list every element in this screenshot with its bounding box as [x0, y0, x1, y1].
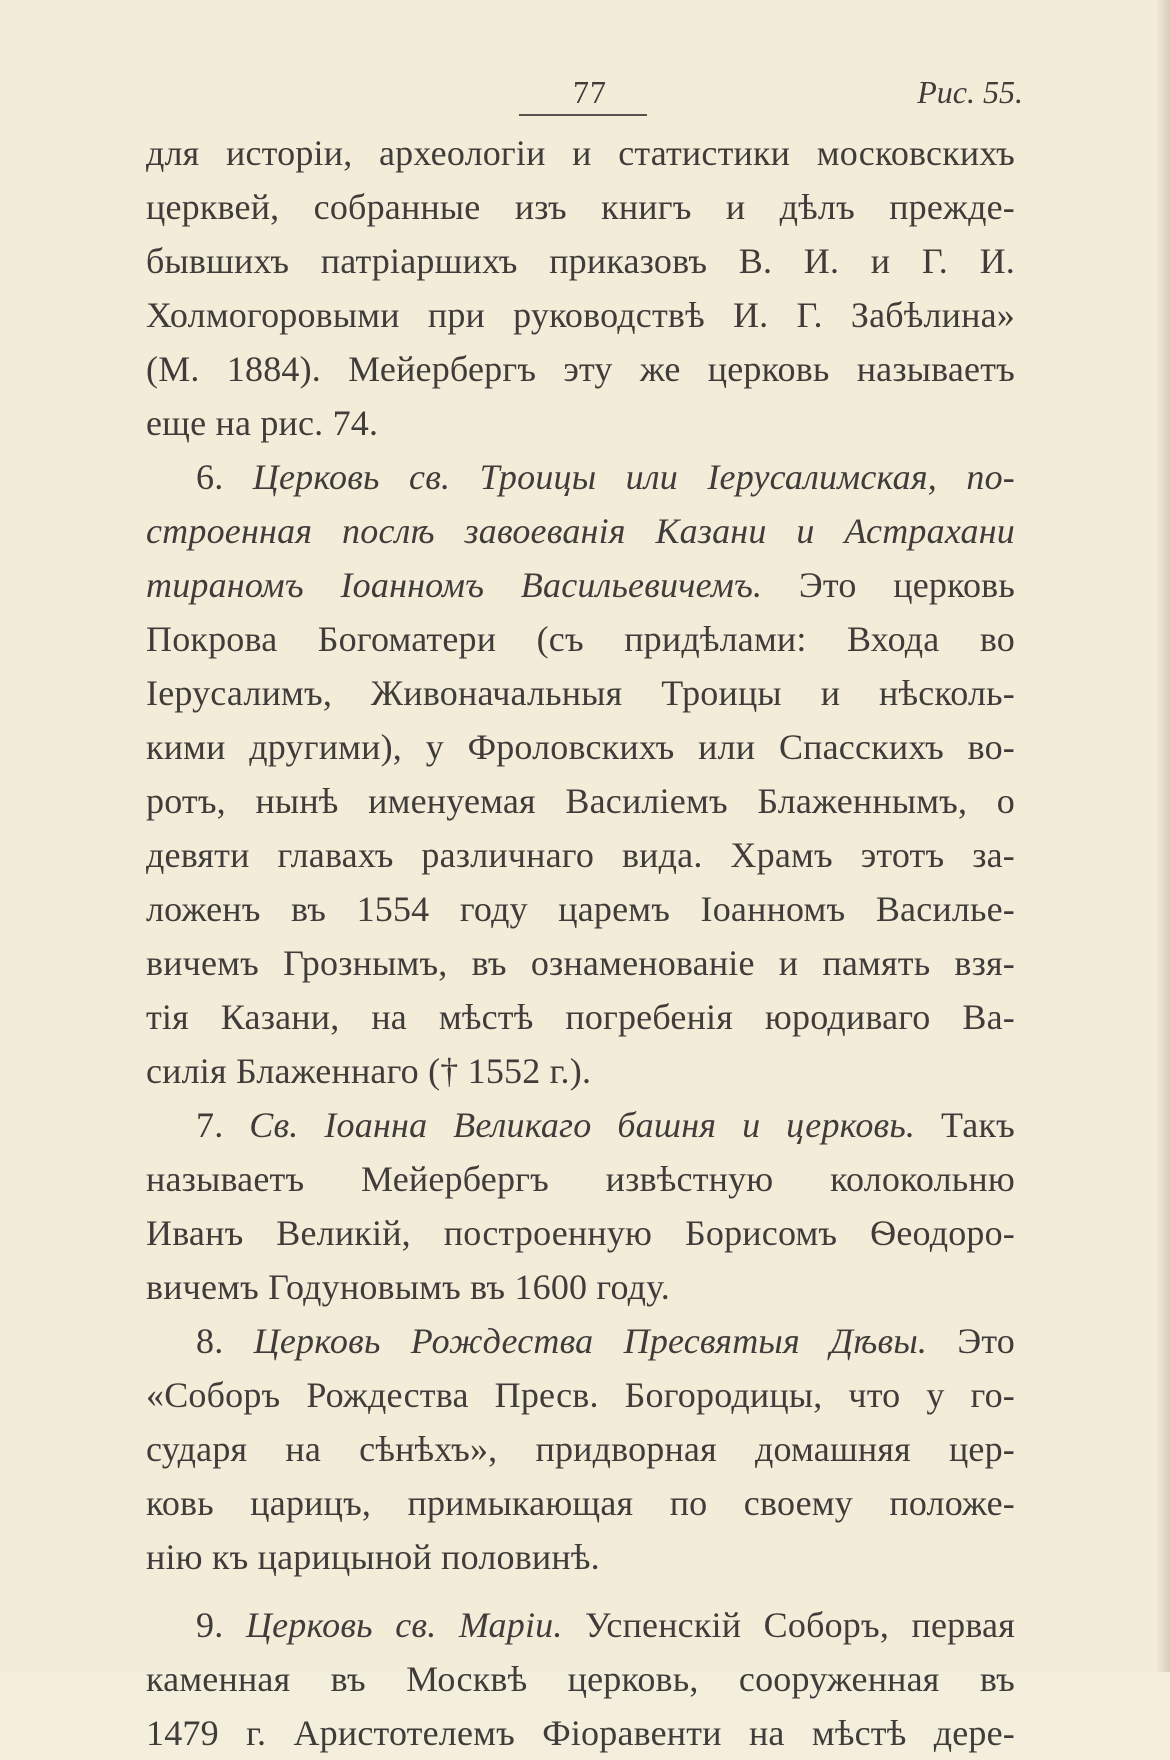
text-line: [146, 234, 1015, 288]
text-run: тія Казани, на мѣстѣ погребенія юродиваго Ва-: [146, 997, 1015, 1037]
text-run: Холмогоровыми при руководствѣ И. Г. Забѣлина»: [146, 295, 1015, 335]
text-run: церквей, собранные изъ книгъ и дѣлъ прежде-: [146, 187, 1015, 227]
figure-reference: Рис. 55.: [917, 74, 1023, 110]
text-line: [146, 936, 1015, 990]
italic-heading-text: Св. Іоанна Великаго башня и церковь.: [249, 1105, 916, 1145]
text-run: 6.: [196, 457, 253, 497]
text-line: [146, 1530, 1015, 1584]
text-run: 8.: [196, 1321, 254, 1361]
text-line: [146, 612, 1015, 666]
text-line: [146, 342, 1015, 396]
text-line: [146, 828, 1015, 882]
italic-heading-text: Церковь св. Троицы или Іерусалимская, по-: [252, 457, 1015, 497]
text-run: Иванъ Великій, построенную Борисомъ Ѳеодоро-: [146, 1213, 1015, 1253]
text-line: [146, 1044, 1015, 1098]
text-line: [146, 504, 1015, 558]
text-line: [146, 558, 1015, 612]
text-run: Успенскій Соборъ, первая: [562, 1605, 1015, 1645]
text-run: для исторіи, археологіи и статистики московскихъ: [146, 133, 1015, 173]
text-run: девяти главахъ различнаго вида. Храмъ этотъ за-: [146, 835, 1015, 875]
text-run: вичемъ Грознымъ, въ ознаменованіе и память взя-: [146, 943, 1015, 983]
text-line: [146, 1314, 1015, 1368]
text-run: Такъ: [915, 1105, 1015, 1145]
text-run: ковь царицъ, примыкающая по своему положе-: [146, 1483, 1015, 1523]
text-run: еще на рис. 74.: [146, 403, 379, 443]
text-line: [146, 396, 1015, 450]
text-run: кими другими), у Фроловскихъ или Спасскихъ во-: [146, 727, 1015, 767]
page-number-rule: [519, 114, 647, 116]
text-run: Это церковь: [762, 565, 1015, 605]
text-run: силія Блаженнаго († 1552 г.).: [146, 1051, 592, 1091]
text-line: [146, 1652, 1015, 1706]
page-number: 77: [573, 74, 607, 110]
italic-heading-text: строенная послѣ завоеванія Казани и Астрахани: [146, 511, 1015, 551]
text-line: [146, 720, 1015, 774]
text-run: сударя на сѣнѣхъ», придворная домашняя цер-: [146, 1429, 1015, 1469]
text-line: [146, 882, 1015, 936]
text-line: [146, 126, 1015, 180]
text-line: [146, 1476, 1015, 1530]
text-run: нію къ царицыной половинѣ.: [146, 1537, 600, 1577]
text-run: 9.: [196, 1605, 246, 1645]
text-line: [146, 1706, 1015, 1760]
text-line: [146, 1098, 1015, 1152]
text-line: [146, 1598, 1015, 1652]
text-run: называетъ Мейербергъ извѣстную колокольню: [146, 1159, 1015, 1199]
text-run: бывшихъ патріаршихъ приказовъ В. И. и Г. И.: [146, 241, 1015, 281]
italic-heading-text: тираномъ Іоанномъ Васильевичемъ.: [146, 565, 763, 605]
text-run: «Соборъ Рождества Пресв. Богородицы, что у го-: [146, 1375, 1015, 1415]
text-line: [146, 666, 1015, 720]
text-line: [146, 774, 1015, 828]
text-line: [146, 180, 1015, 234]
text-line: [146, 1206, 1015, 1260]
text-run: ложенъ въ 1554 году царемъ Іоанномъ Василье-: [146, 889, 1015, 929]
text-run: 1479 г. Аристотелемъ Фіоравенти на мѣстѣ дере-: [146, 1713, 1015, 1753]
text-run: ротъ, нынѣ именуемая Василіемъ Блаженнымъ, о: [146, 781, 1015, 821]
text-line: [146, 990, 1015, 1044]
text-run: Это: [927, 1321, 1015, 1361]
text-line: [146, 1368, 1015, 1422]
text-run: (М. 1884). Мейербергъ эту же церковь называетъ: [146, 349, 1015, 389]
italic-heading-text: Церковь св. Маріи.: [245, 1605, 563, 1645]
text-run: каменная въ Москвѣ церковь, сооруженная въ: [146, 1659, 1015, 1699]
italic-heading-text: Церковь Рождества Пресвятыя Дѣвы.: [253, 1321, 928, 1361]
text-run: Покрова Богоматери (съ придѣлами: Входа во: [146, 619, 1015, 659]
text-run: вичемъ Годуновымъ въ 1600 году.: [146, 1267, 670, 1307]
text-run: Іерусалимъ, Живоначальныя Троицы и нѣсколь-: [146, 673, 1015, 713]
text-line: [146, 450, 1015, 504]
text-line: [146, 1260, 1015, 1314]
text-line: [146, 1422, 1015, 1476]
text-line: [146, 1152, 1015, 1206]
text-run: 7.: [196, 1105, 250, 1145]
body-text: [146, 126, 1015, 1760]
text-line: [146, 288, 1015, 342]
